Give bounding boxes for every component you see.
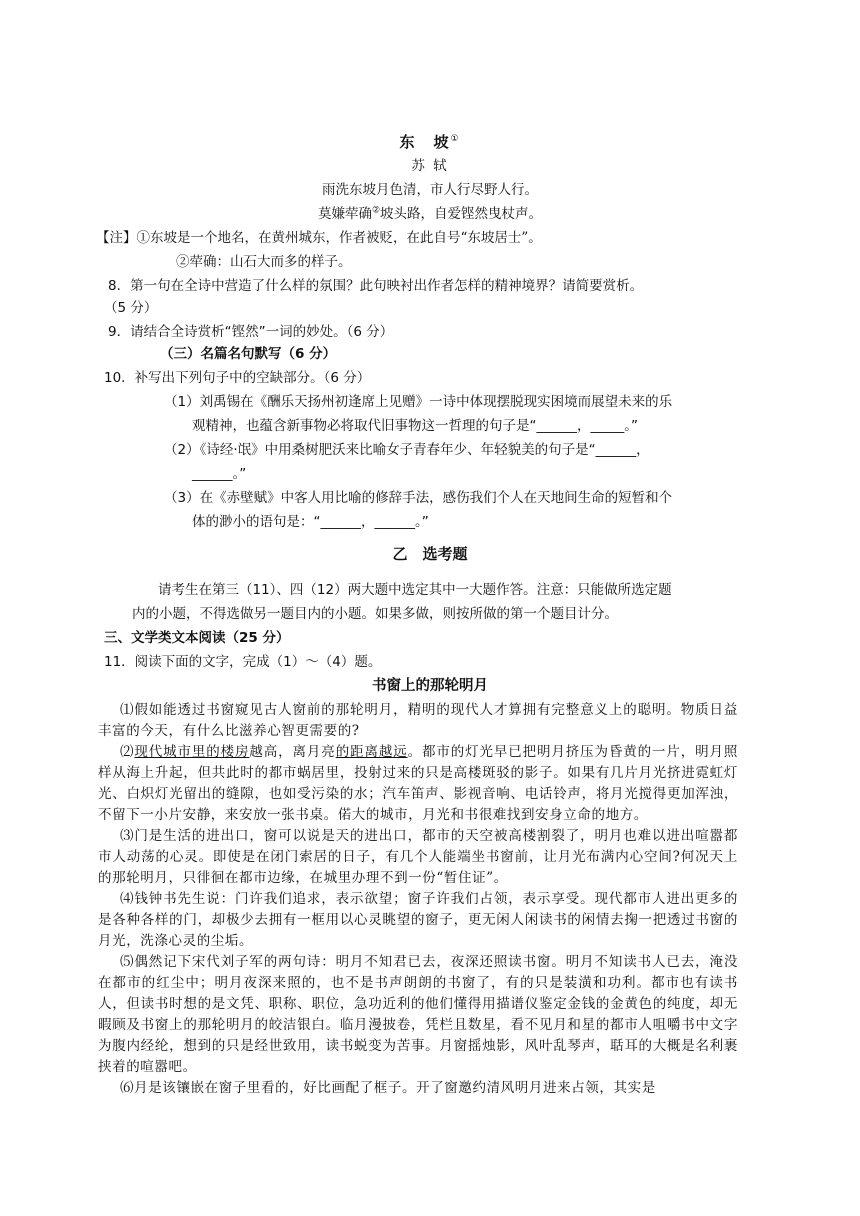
article-paragraph-5: ⑸偶然记下宋代刘子军的两句诗：明月不知君已去，夜深还照读书窗。明月不知读书人已去，淹没在都市的红尘中；明月夜深来照的，也不是书声朗朗的书窗了，有的只是装潢和功利。都市也有读书人，但读书时想的是文凭、职称、职位，急功近利的他们懂得用描谱仪鉴定金钱的金黄色的纯度，却无暇顾及书窗上的那轮明月的皎洁银白。临月漫披卷，凭栏且数星，看不见月和星的都市人咀嚼书中文字为腹内经纶，想到的只是经世致用，读书蜕变为苦事。月窗摇烛影，风叶乱琴声，聒耳的大概是名利裹挟着的喧嚣吧。 bbox=[98, 954, 738, 1075]
poem-note-1: 【注】①东坡是一个地名，在黄州城东，作者被贬，在此自号“东坡居士”。 bbox=[96, 230, 542, 246]
question-10-3-line-2: 体的渺小的语句是：“______，______。” bbox=[192, 514, 429, 530]
poem-line-2-a: 莫嫌荦确 bbox=[317, 206, 372, 222]
article-paragraph-3: ⑶门是生活的进出口，窗可以说是天的进出口，都市的天空被高楼割裂了，明月也难以进出喧嚣都市人动荡的心灵。即使是在闭门索居的日子，有几个人能端坐书窗前，让月光布满内心空间?何况天上的那轮明月，只徘徊在都市边缘，在城里办理不到一份“暂住证”。 bbox=[98, 828, 738, 886]
question-9: 9．请结合全诗赏析“铿然”一词的妙处。（6 分） bbox=[108, 324, 394, 340]
article-paragraph-2 bbox=[98, 742, 738, 826]
question-10-3-line-1: （3）在《赤壁赋》中客人用比喻的修辞手法，感伤我们个人在天地间生命的短暂和个 bbox=[164, 490, 673, 506]
poem-note-2: ②荦确：山石大而多的样子。 bbox=[176, 254, 352, 270]
article-paragraph-6: ⑹月是该镶嵌在窗子里看的，好比画配了框子。开了窗邀约清风明月进来占领，其实是 bbox=[120, 1080, 656, 1096]
section-3-literary-heading: 三、文学类文本阅读（25 分） bbox=[104, 630, 290, 646]
question-8-line-2: （5 分） bbox=[104, 300, 158, 316]
elective-instruction-line-2: 内的小题，不得选做另一题目内的小题。如果多做，则按所做的第一个题目计分。 bbox=[132, 606, 618, 622]
poem-author: 苏 轼 bbox=[411, 158, 449, 174]
poem-line-2-b: 坡头路，自爱铿然曳杖声。 bbox=[380, 206, 543, 222]
article-paragraph-2-rest: 。都市的灯光早已把明月挤压为昏黄的一片，明月照样从海上升起，但共此时的都市蜗居里，投射过来的只是高楼斑驳的影子。如果有几片月光挤进霓虹灯光、白炽灯光留出的缝隙，也如受污染的水；汽车笛声、影视音响、电话铃声，将月光搅得更加浑浊，不留下一小片安静，来安放一张书桌。偌大的城市，月光和书很难找到安身立命的地方。 bbox=[98, 744, 738, 823]
question-10-1-line-2: 观精神，也蕴含新事物必将取代旧事物这一哲理的句子是“______，_____。” bbox=[192, 418, 638, 434]
question-10: 10．补写出下列句子中的空缺部分。（6 分） bbox=[104, 370, 371, 386]
section-3-heading: （三）名篇名句默写（6 分） bbox=[160, 346, 337, 362]
poem-title bbox=[0, 132, 860, 152]
poem-line-2 bbox=[0, 204, 860, 224]
article-paragraph-1: ⑴假如能透过书窗窥见古人窗前的那轮明月，精明的现代人才算拥有完整意义上的聪明。物质日益丰富的今天，有什么比滋养心智更需要的? bbox=[98, 702, 738, 739]
elective-instruction-line-1: 请考生在第三（11）、四（12）两大题中选定其中一大题作答。注意：只能做所选定题 bbox=[158, 582, 672, 598]
question-10-2-line-1: （2）《诗经·氓》中用桑树肥沃来比喻女子青春年少、年轻貌美的句子是“______， bbox=[164, 442, 650, 458]
poem-line-2-note-mark: ② bbox=[371, 205, 381, 216]
question-8-line-1: 8．第一句在全诗中营造了什么样的氛围？此句映衬出作者怎样的精神境界？请简要赏析。 bbox=[108, 278, 644, 294]
article-paragraph-2-underline-2: 的距离越远 bbox=[335, 744, 408, 760]
article-paragraph-2-number: ⑵ bbox=[120, 744, 135, 760]
elective-heading: 乙 选考题 bbox=[392, 545, 468, 563]
poem-title-text: 东 坡 bbox=[399, 133, 451, 151]
article-paragraph-2-underline-1: 现代城市里的楼房 bbox=[134, 744, 250, 760]
article-paragraph-4: ⑷钱钟书先生说：门许我们追求，表示欲望；窗子许我们占领，表示享受。现代都市人进出更多的是各种各样的门，却极少去拥有一框用以心灵眺望的窗子，更无闲人闲读书的闲情去掬一把透过书窗的月光，洗涤心灵的尘垢。 bbox=[98, 891, 738, 949]
article-paragraph-2-mid: 越高，离月亮 bbox=[249, 744, 336, 760]
poem-title-note-mark: ① bbox=[450, 134, 461, 144]
article-title: 书窗上的那轮明月 bbox=[372, 678, 488, 694]
question-11: 11．阅读下面的文字，完成（1）～（4）题。 bbox=[104, 654, 382, 670]
question-10-2-line-2: ______。” bbox=[192, 466, 247, 482]
poem-line-1: 雨洗东坡月色清，市人行尽野人行。 bbox=[322, 182, 538, 198]
question-10-1-line-1: （1）刘禹锡在《酬乐天扬州初逢席上见赠》一诗中体现摆脱现实困境而展望未来的乐 bbox=[164, 394, 673, 410]
